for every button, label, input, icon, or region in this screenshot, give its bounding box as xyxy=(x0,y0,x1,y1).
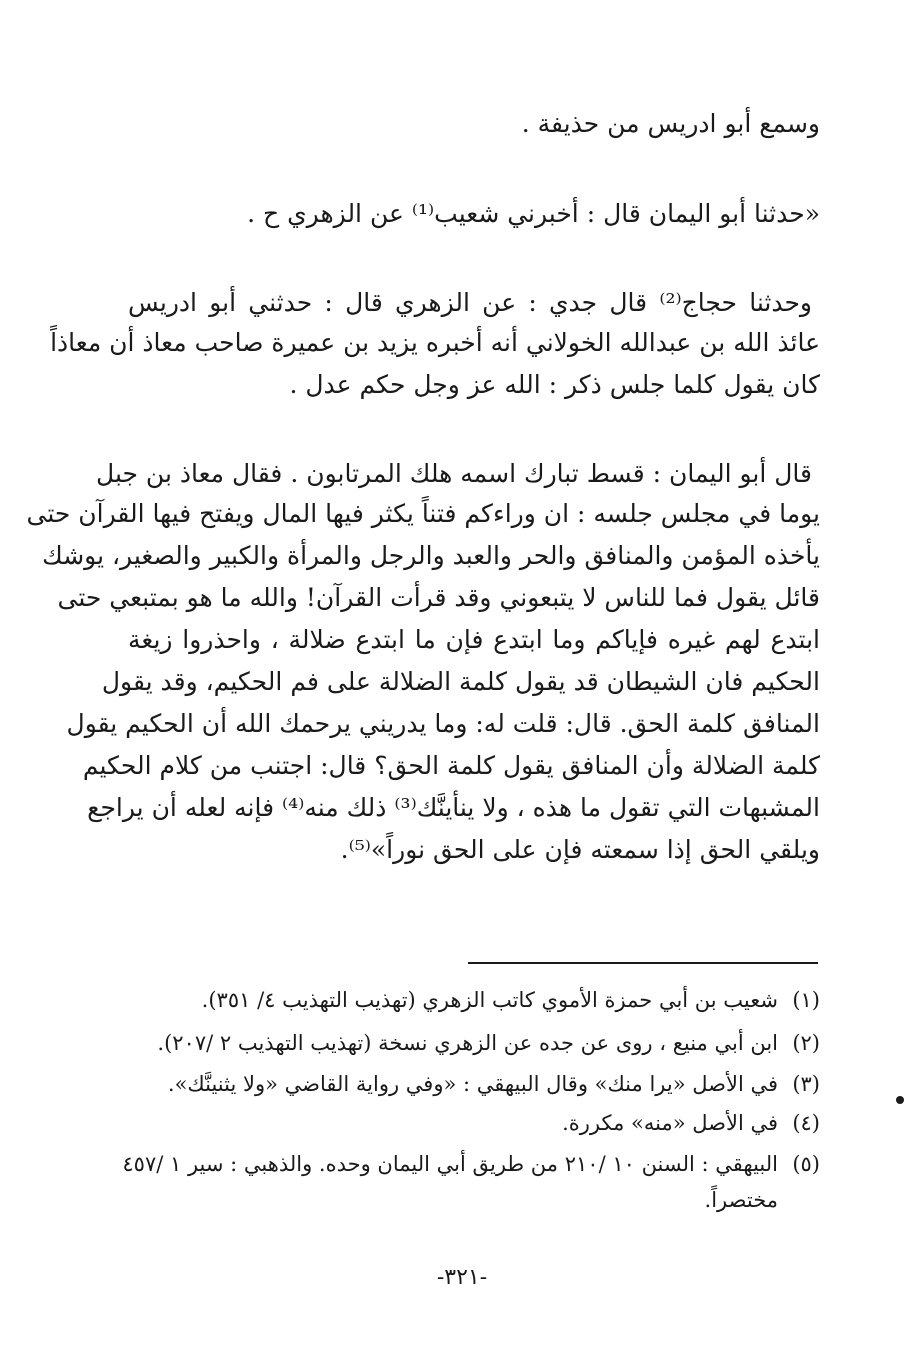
body-line: وحدثنا حجاج⁽²⁾ قال جدي : عن الزهري قال : حدثني أبو ادريس xyxy=(128,288,813,317)
footnote-number: (٣) xyxy=(792,1072,820,1096)
body-line: عائذ الله بن عبدالله الخولاني أنه أخبره يزيد بن عميرة صاحب معاذ أن معاذاً xyxy=(50,328,820,357)
body-line: المنافق كلمة الحق. قال: قلت له: وما يدريني يرحمك الله أن الحكيم يقول xyxy=(66,709,820,738)
body-line: كلمة الضلالة وأن المنافق يقول كلمة الحق؟ قال: اجتنب من كلام الحكيم xyxy=(82,751,820,780)
body-line: وسمع أبو ادريس من حذيفة . xyxy=(521,109,820,138)
footnote-text: في الأصل «يرا منك» وقال البيهقي : «وفي رواية القاضي «ولا يثنينَّك». xyxy=(167,1072,778,1096)
footnote xyxy=(122,1148,820,1180)
body-line: «حدثنا أبو اليمان قال : أخبرني شعيب⁽¹⁾ عن الزهري ح . xyxy=(247,199,820,228)
body-line: الحكيم فان الشيطان قد يقول كلمة الضلالة على فم الحكيم، وقد يقول xyxy=(101,667,820,696)
margin-dot xyxy=(896,1096,904,1104)
footnote-text: البيهقي : السنن ١٠ /٢١٠ من طريق أبي اليمان وحده. والذهبي : سير ١ /٤٥٧ xyxy=(122,1152,778,1176)
body-line: ابتدع لهم غيره فإياكم وما ابتدع فإن ما ابتدع ضلالة ، واحذروا زيغة xyxy=(128,625,820,654)
footnote xyxy=(130,1027,820,1059)
footnote-number: (٥) xyxy=(792,1152,820,1176)
footnote xyxy=(130,984,820,1016)
footnote-text: مختصراً. xyxy=(704,1188,778,1212)
footnote-divider xyxy=(468,962,818,964)
body-line: قائل يقول فما للناس لا يتبعوني وقد قرأت القرآن! والله ما هو بمتبعي حتى xyxy=(57,583,820,612)
body-line: ويلقي الحق إذا سمعته فإن على الحق نوراً»⁽⁵⁾. xyxy=(340,835,820,864)
footnote xyxy=(130,1068,820,1100)
body-line: قال أبو اليمان : قسط تبارك اسمه هلك المرتابون . فقال معاذ بن جبل xyxy=(96,459,812,488)
body-line: المشبهات التي تقول ما هذه ، ولا ينأينَّك⁽³⁾ ذلك منه⁽⁴⁾ فإنه لعله أن يراجع xyxy=(87,793,820,822)
footnote-text: شعيب بن أبي حمزة الأموي كاتب الزهري (تهذيب التهذيب ٤/ ٣٥١). xyxy=(201,988,778,1012)
page-number: -٣٢١- xyxy=(436,1265,488,1290)
body-line: كان يقول كلما جلس ذكر : الله عز وجل حكم عدل . xyxy=(289,370,820,399)
footnote xyxy=(130,1107,820,1139)
body-line: يأخذه المؤمن والمنافق والحر والعبد والرجل والمرأة والكبير والصغير، يوشك xyxy=(42,541,820,570)
footnote-number: (٤) xyxy=(792,1111,820,1135)
footnote-text: ابن أبي منيع ، روى عن جده عن الزهري نسخة (تهذيب التهذيب ٢ /٢٠٧). xyxy=(157,1031,778,1055)
footnote-text: في الأصل «منه» مكررة. xyxy=(562,1111,778,1135)
footnote-number: (٢) xyxy=(792,1031,820,1055)
footnote-number: (١) xyxy=(792,988,820,1012)
body-line: يوما في مجلس جلسه : ان وراءكم فتناً يكثر فيها المال ويفتح فيها القرآن حتى xyxy=(26,499,820,528)
footnote-continuation xyxy=(130,1184,820,1216)
